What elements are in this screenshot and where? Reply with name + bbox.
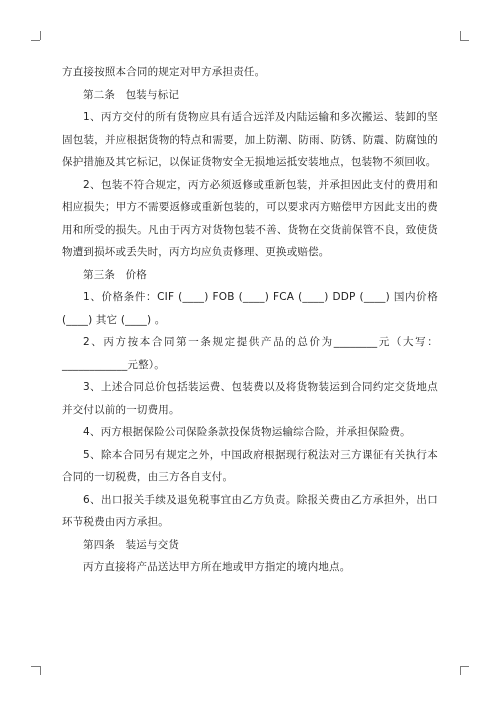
article-number: 第四条 [83, 538, 116, 551]
article-number: 第三条 [83, 268, 116, 281]
article-heading-4 [62, 534, 438, 557]
article-title: 装运与交货 [125, 538, 180, 551]
paragraph: 6、出口报关手续及退免税事宜由乙方负责。除报关费由乙方承担外，出口环节税费由丙方承担。 [62, 493, 438, 528]
paragraph: 3、上述合同总价包括装运费、包装费以及将货物装运到合同约定交货地点并交付以前的一切费用。 [62, 381, 438, 416]
paragraph: 1、丙方交付的所有货物应具有适合远洋及内陆运输和多次搬运、装卸的坚固包装，并应根据货物的特点和需要，加上防潮、防雨、防锈、防震、防腐蚀的保护措施及其它标记，以保证货物安全无损地运抵安装地点，包装物不须回收。 [62, 111, 438, 168]
paragraph: 丙方直接将产品送达甲方所在地或甲方指定的境内地点。 [83, 561, 351, 573]
article-title: 包装与标记 [125, 88, 180, 101]
article-title: 价格 [125, 268, 148, 281]
paragraph: 5、除本合同另有规定之外，中国政府根据现行税法对三方课征有关执行本合同的一切税费，由三方各自支付。 [62, 448, 438, 483]
article-heading-2 [62, 84, 438, 107]
paragraph-continuation: 方直接按照本合同的规定对甲方承担责任。 [62, 66, 266, 78]
paragraph: 2、包装不符合规定，丙方必须返修或重新包装，并承担因此支付的费用和相应损失；甲方不需要返修或重新包装的，可以要求丙方赔偿甲方因此支出的费用和所受的损失。凡由于丙方对货物包装不善、货物在交货前保管不良，致使货物遭到损坏或丢失时，丙方均应负责修理、更换或赔偿。 [62, 178, 438, 258]
article-number: 第二条 [83, 88, 116, 101]
paragraph: 2、丙方按本合同第一条规定提供产品的总价为________元（大写：____________元整）。 [62, 336, 438, 371]
paragraph: 4、丙方根据保险公司保险条款投保货物运输综合险，并承担保险费。 [83, 426, 411, 438]
article-heading-3 [62, 264, 438, 287]
document-body [62, 61, 438, 579]
paragraph: 1、价格条件：CIF (____) FOB (____) FCA (____) DDP (____) 国内价格(____) 其它 (____) 。 [62, 291, 438, 326]
